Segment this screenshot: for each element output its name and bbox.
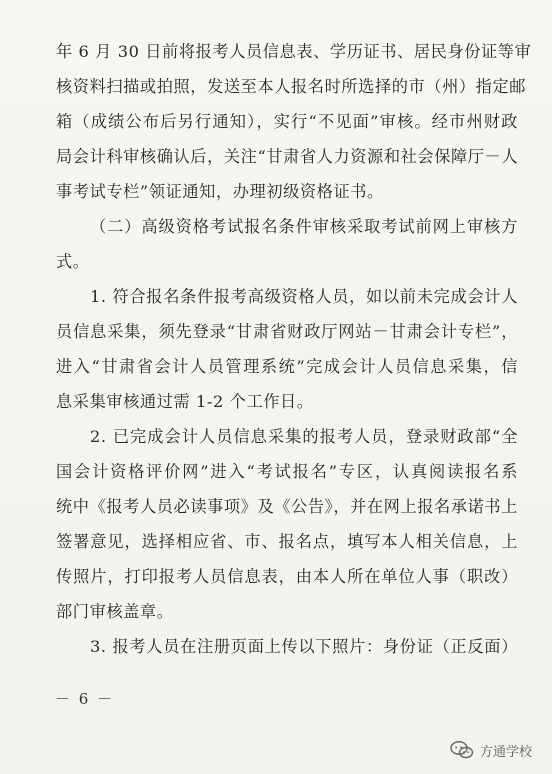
item-1-line-3: 进入“甘肃省会计人员管理系统”完成会计人员信息采集，信 xyxy=(56,357,518,376)
text-line-2: 核资料扫描或拍照，发送至本人报名时所选择的市（州）指定邮 xyxy=(56,77,527,96)
item-1-line-2: 员信息采集，须先登录“甘肃省财政厅网站－甘肃会计专栏”， xyxy=(56,322,518,341)
text-line-1: 年 6 月 30 日前将报考人员信息表、学历证书、居民身份证等审 xyxy=(56,42,532,61)
item-1-line-1: 1. 符合报名条件报考高级资格人员，如以前未完成会计人 xyxy=(90,287,518,306)
watermark xyxy=(450,740,532,760)
document-body xyxy=(56,34,532,664)
wechat-icon xyxy=(450,740,474,760)
item-1-line-4: 息采集审核通过需 1-2 个工作日。 xyxy=(56,392,314,411)
item-2-line-3: 统中《报考人员必读事项》及《公告》，并在网上报名承诺书上 xyxy=(56,497,518,516)
text-line-3: 箱（成绩公布后另行通知），实行“不见面”审核。经市州财政 xyxy=(56,112,518,131)
text-line-5: 事考试专栏”领证通知，办理初级资格证书。 xyxy=(56,182,384,201)
text-line-4: 局会计科审核确认后，关注“甘肃省人力资源和社会保障厅－人 xyxy=(56,147,519,166)
section-heading-line-2: 式。 xyxy=(56,252,90,271)
item-2-line-1: 2. 已完成会计人员信息采集的报考人员，登录财政部“全 xyxy=(90,427,518,446)
item-2-line-2: 国会计资格评价网”进入“考试报名”专区，认真阅读报名系 xyxy=(56,462,518,481)
item-3-line-1: 3. 报考人员在注册页面上传以下照片：身份证（正反面） xyxy=(90,637,518,656)
item-2-line-6: 部门审核盖章。 xyxy=(56,602,174,621)
section-heading-line-1: （二）高级资格考试报名条件审核采取考试前网上审核方 xyxy=(90,217,518,236)
watermark-text: 方通学校 xyxy=(479,744,532,760)
item-2-line-5: 传照片，打印报考人员信息表，由本人所在单位人事（职改） xyxy=(56,567,518,586)
item-2-line-4: 签署意见，选择相应省、市、报名点，填写本人相关信息，上 xyxy=(56,532,518,551)
page-number: － 6 － xyxy=(55,690,115,708)
